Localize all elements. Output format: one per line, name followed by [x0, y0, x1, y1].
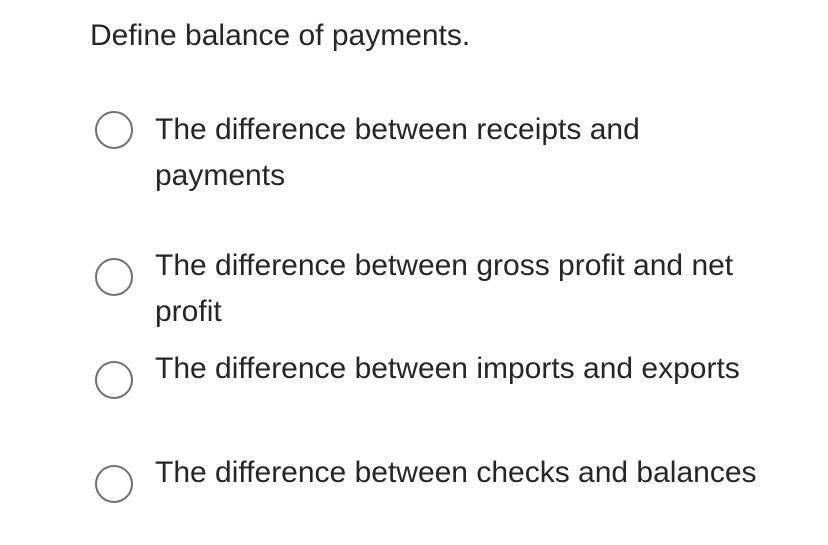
radio-button-4[interactable]	[95, 465, 133, 503]
radio-button-2[interactable]	[95, 258, 133, 296]
answer-option-3-label: The difference between imports and exports	[155, 352, 740, 385]
question-text: Define balance of payments.	[90, 19, 471, 52]
answer-option-2-label: The difference between gross profit and net profit	[155, 249, 734, 328]
answer-option-4-label: The difference between checks and balances	[155, 456, 757, 489]
radio-button-1[interactable]	[95, 111, 133, 149]
answer-option-1-label: The difference between receipts and payments	[155, 113, 640, 192]
radio-button-3[interactable]	[95, 361, 133, 399]
